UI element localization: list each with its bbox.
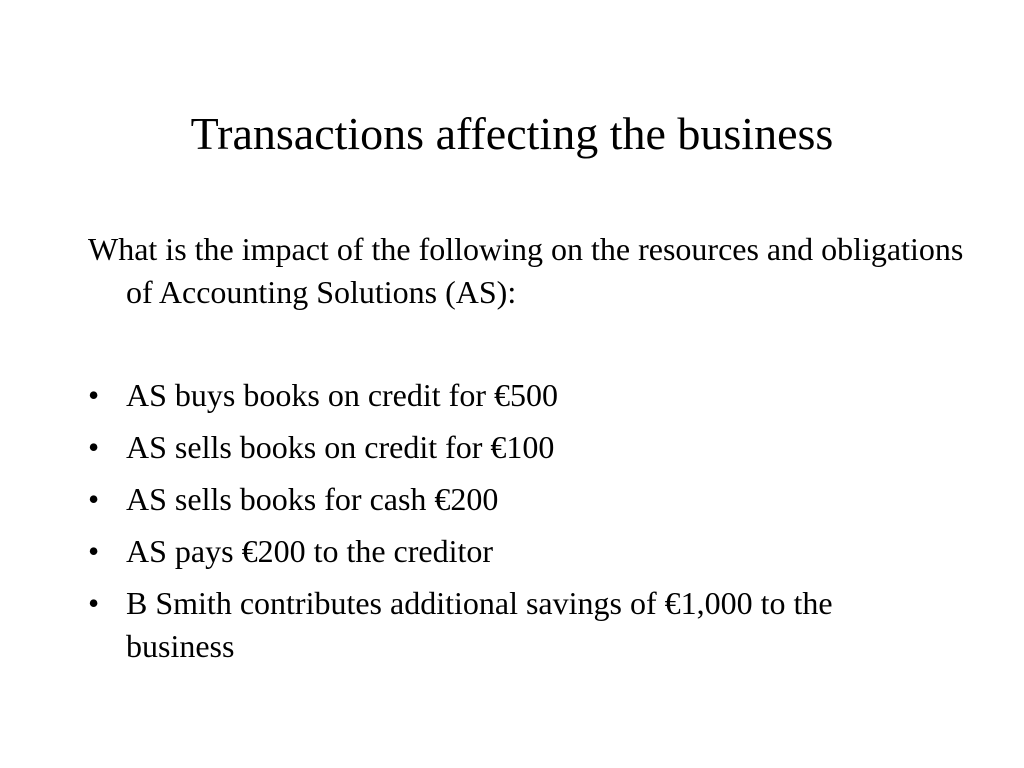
bullet-icon: • <box>88 377 100 413</box>
bullet-icon: • <box>88 585 100 621</box>
bullet-icon: • <box>88 429 100 465</box>
list-item <box>88 426 948 469</box>
intro-paragraph: What is the impact of the following on the resources and obligations of Accounting Solutions (AS): <box>88 231 964 310</box>
list-item <box>88 478 948 521</box>
transaction-list <box>88 374 948 677</box>
list-item <box>88 374 948 417</box>
bullet-icon: • <box>88 481 100 517</box>
bullet-icon: • <box>88 533 100 569</box>
list-item-text: AS sells books for cash €200 <box>126 481 499 517</box>
list-item-text: AS sells books on credit for €100 <box>126 429 555 465</box>
slide-title: Transactions affecting the business <box>190 108 834 159</box>
list-item <box>88 582 948 668</box>
list-item-text: B Smith contributes additional savings of €1,000 to the business <box>126 585 833 664</box>
list-item-text: AS pays €200 to the creditor <box>126 533 494 569</box>
list-item-text: AS buys books on credit for €500 <box>126 377 558 413</box>
list-item <box>88 530 948 573</box>
